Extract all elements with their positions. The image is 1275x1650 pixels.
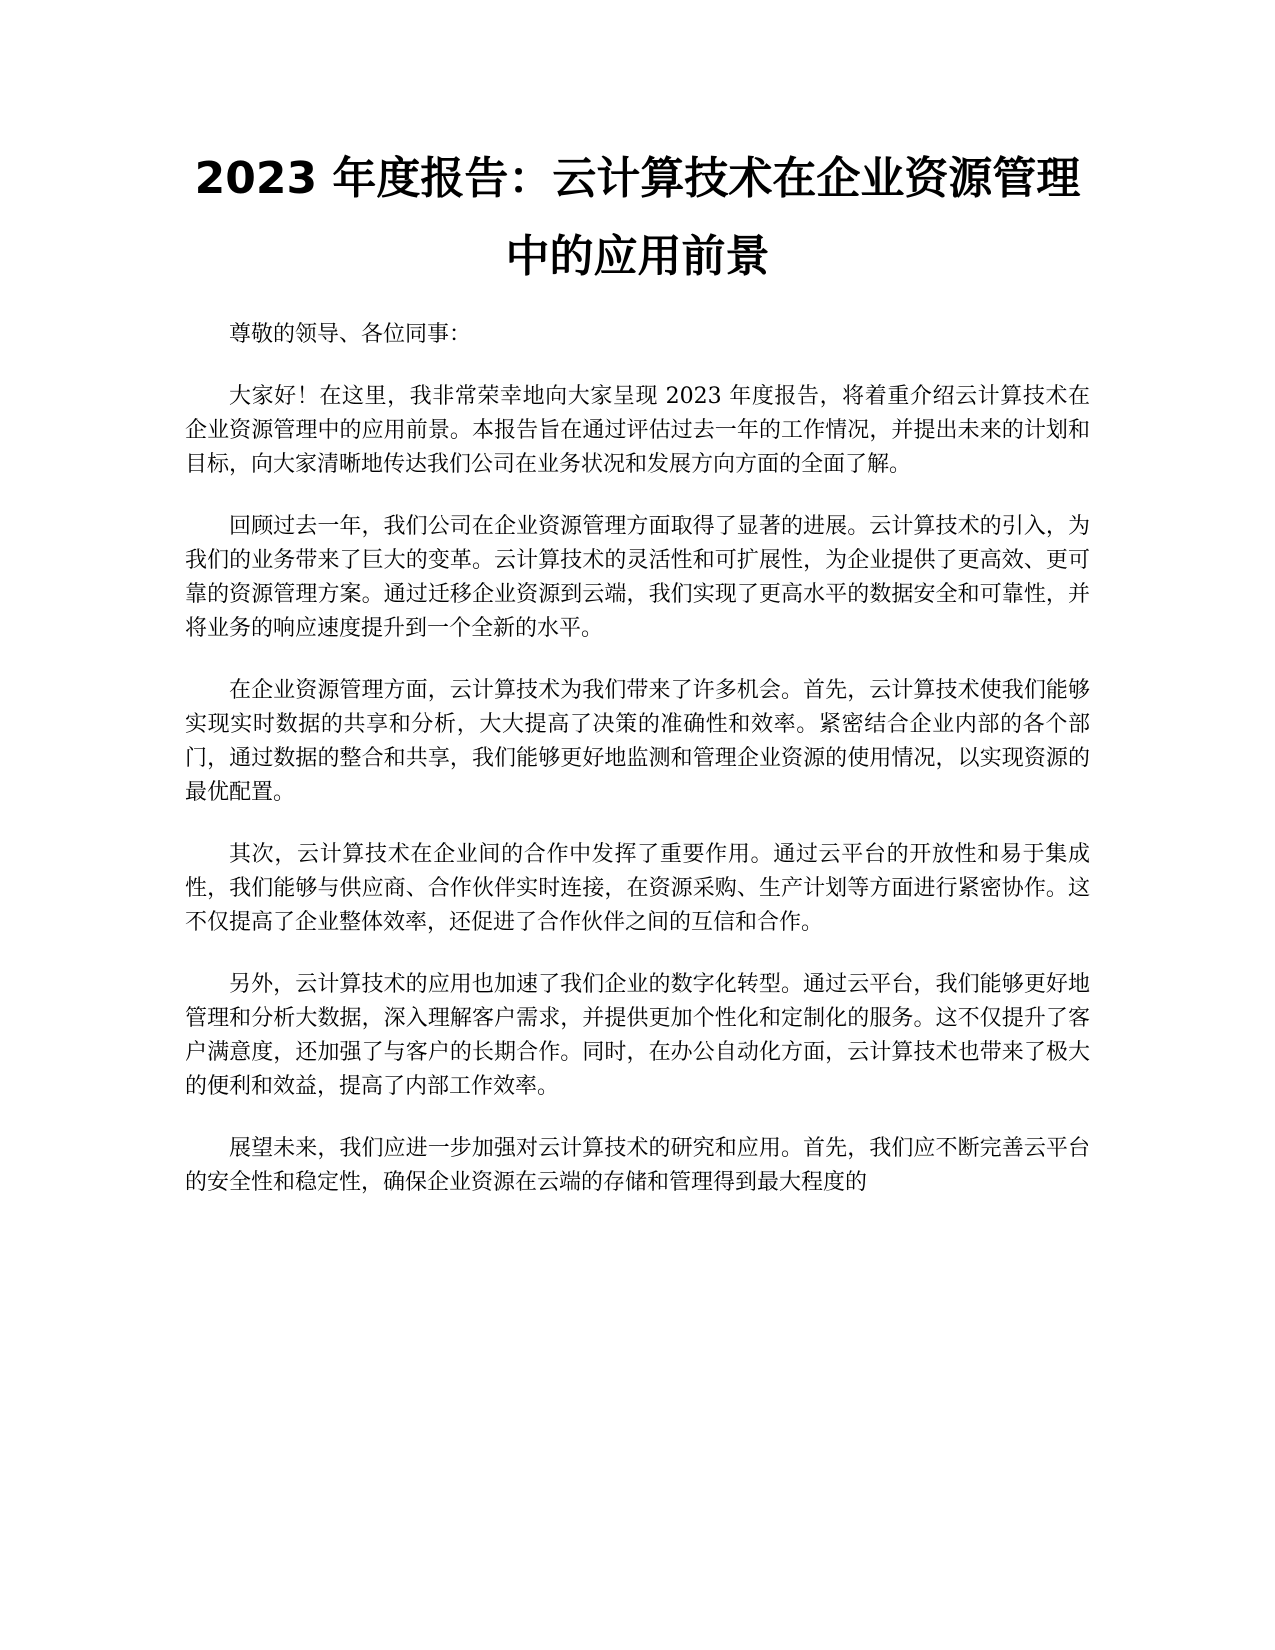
body-paragraph-review: 回顾过去一年，我们公司在企业资源管理方面取得了显著的进展。云计算技术的引入，为我们的业务带来了巨大的变革。云计算技术的灵活性和可扩展性，为企业提供了更高效、更可靠的资源管理方案。通过迁移企业资源到云端，我们实现了更高水平的数据安全和可靠性，并将业务的响应速度提升到一个全新的水平。 bbox=[185, 514, 1090, 641]
title-line-2: 中的应用前景 bbox=[505, 231, 770, 282]
body-paragraph-collaboration: 其次，云计算技术在企业间的合作中发挥了重要作用。通过云平台的开放性和易于集成性，我们能够与供应商、合作伙伴实时连接，在资源采购、生产计划等方面进行紧密协作。这不仅提高了企业整体效率，还促进了合作伙伴之间的互信和合作。 bbox=[185, 842, 1090, 935]
document-title bbox=[150, 140, 1125, 296]
title-line-1: 2023 年度报告：云计算技术在企业资源管理 bbox=[194, 153, 1081, 204]
greeting-paragraph: 尊敬的领导、各位同事： bbox=[229, 322, 472, 347]
body-paragraph-outlook: 展望未来，我们应进一步加强对云计算技术的研究和应用。首先，我们应不断完善云平台的安全性和稳定性，确保企业资源在云端的存储和管理得到最大程度的 bbox=[185, 1136, 1090, 1195]
body-paragraph-opportunities: 在企业资源管理方面，云计算技术为我们带来了许多机会。首先，云计算技术使我们能够实现实时数据的共享和分析，大大提高了决策的准确性和效率。紧密结合企业内部的各个部门，通过数据的整合和共享，我们能够更好地监测和管理企业资源的使用情况，以实现资源的最优配置。 bbox=[185, 678, 1090, 805]
document-body bbox=[185, 318, 1090, 1228]
body-paragraph-intro: 大家好！在这里，我非常荣幸地向大家呈现 2023 年度报告，将着重介绍云计算技术在企业资源管理中的应用前景。本报告旨在通过评估过去一年的工作情况，并提出未来的计划和目标，向大家清晰地传达我们公司在业务状况和发展方向方面的全面了解。 bbox=[185, 384, 1090, 477]
body-paragraph-digital-transformation: 另外，云计算技术的应用也加速了我们企业的数字化转型。通过云平台，我们能够更好地管理和分析大数据，深入理解客户需求，并提供更加个性化和定制化的服务。这不仅提升了客户满意度，还加强了与客户的长期合作。同时，在办公自动化方面，云计算技术也带来了极大的便利和效益，提高了内部工作效率。 bbox=[185, 972, 1090, 1099]
